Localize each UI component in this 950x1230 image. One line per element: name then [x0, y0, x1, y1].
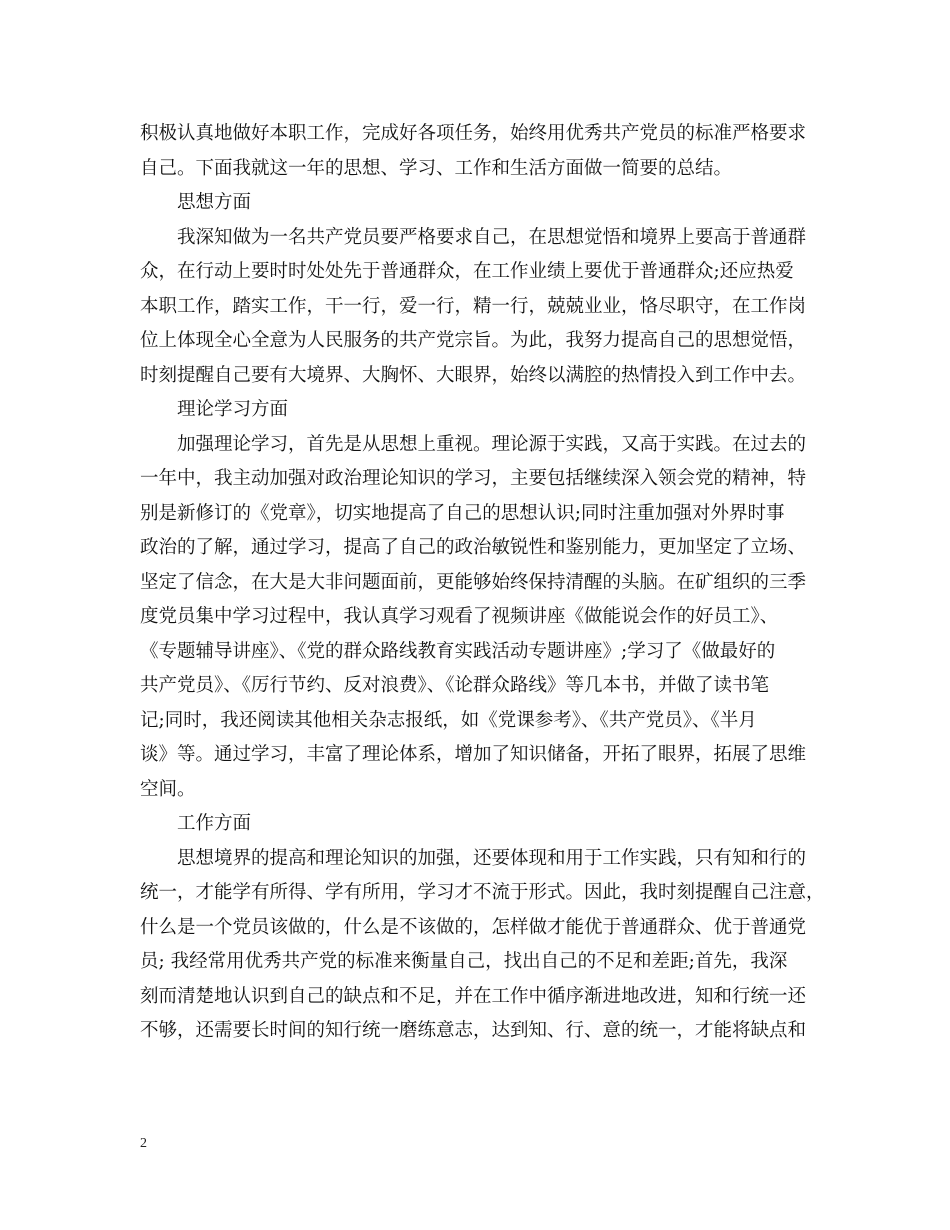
body-line: 一年中，我主动加强对政治理论知识的学习，主要包括继续深入领会党的精神，特: [140, 468, 807, 489]
body-line: 员; 我经常用优秀共产党的标准来衡量自己，找出自己的不足和差距;首先，我深: [140, 951, 788, 972]
body-line: 空间。: [140, 778, 196, 800]
body-line: 《专题辅导讲座》、《党的群众路线教育实践活动专题讲座》;学习了《做最好的: [140, 640, 776, 662]
body-line: 积极认真地做好本职工作，完成好各项任务，始终用优秀共产党员的标准严格要求: [140, 123, 807, 144]
body-line: 不够，还需要长时间的知行统一磨练意志，达到知、行、意的统一，才能将缺点和: [140, 1020, 807, 1041]
page-number: 2: [140, 1136, 147, 1151]
body-line: 政治的了解，通过学习，提高了自己的政治敏锐性和鉴别能力，更加坚定了立场、: [140, 537, 807, 558]
document-body: [140, 117, 825, 1049]
body-line: 谈》等。通过学习，丰富了理论体系，增加了知识储备，开拓了眼界，拓展了思维: [140, 744, 807, 765]
section-heading-theory: 理论学习方面: [177, 399, 289, 420]
body-line: 共产党员》、《厉行节约、反对浪费》、《论群众路线》等几本书，并做了读书笔: [140, 675, 770, 696]
body-line: 时刻提醒自己要有大境界、大胸怀、大眼界，始终以满腔的热情投入到工作中去。: [140, 364, 807, 386]
body-line: 众，在行动上要时时处处先于普通群众，在工作业绩上要优于普通群众;还应热爱: [140, 261, 794, 282]
paragraph-start: 加强理论学习，首先是从思想上重视。理论源于实践，又高于实践。在过去的: [177, 433, 807, 455]
body-line: 坚定了信念，在大是大非问题面前，更能够始终保持清醒的头脑。在矿组织的三季: [140, 571, 807, 593]
body-line: 位上体现全心全意为人民服务的共产党宗旨。为此，我努力提高自己的思想觉悟，: [140, 330, 807, 351]
paragraph-start: 思想境界的提高和理论知识的加强，还要体现和用于工作实践，只有知和行的: [177, 847, 807, 869]
paragraph-start: 我深知做为一名共产党员要严格要求自己，在思想觉悟和境界上要高于普通群: [177, 226, 807, 248]
section-heading-thought: 思想方面: [177, 192, 252, 213]
body-line: 记;同时，我还阅读其他相关杂志报纸，如《党课参考》、《共产党员》、《半月: [140, 709, 757, 731]
body-line: 刻而清楚地认识到自己的缺点和不足，并在工作中循序渐进地改进，知和行统一还: [140, 985, 807, 1007]
body-line: 本职工作，踏实工作，干一行，爱一行，精一行，兢兢业业，恪尽职守，在工作岗: [140, 295, 807, 317]
body-line: 度党员集中学习过程中，我认真学习观看了视频讲座《做能说会作的好员工》、: [140, 606, 779, 627]
body-line: 自己。下面我就这一年的思想、学习、工作和生活方面做一简要的总结。: [140, 157, 733, 179]
body-line: 别是新修订的《党章》，切实地提高了自己的思想认识;同时注重加强对外界时事: [140, 502, 785, 524]
body-line: 什么是一个党员该做的，什么是不该做的，怎样做才能优于普通群众、优于普通党: [140, 916, 807, 938]
section-heading-work: 工作方面: [177, 813, 252, 834]
body-line: 统一，才能学有所得、学有所用，学习才不流于形式。因此，我时刻提醒自己注意，: [140, 882, 825, 903]
